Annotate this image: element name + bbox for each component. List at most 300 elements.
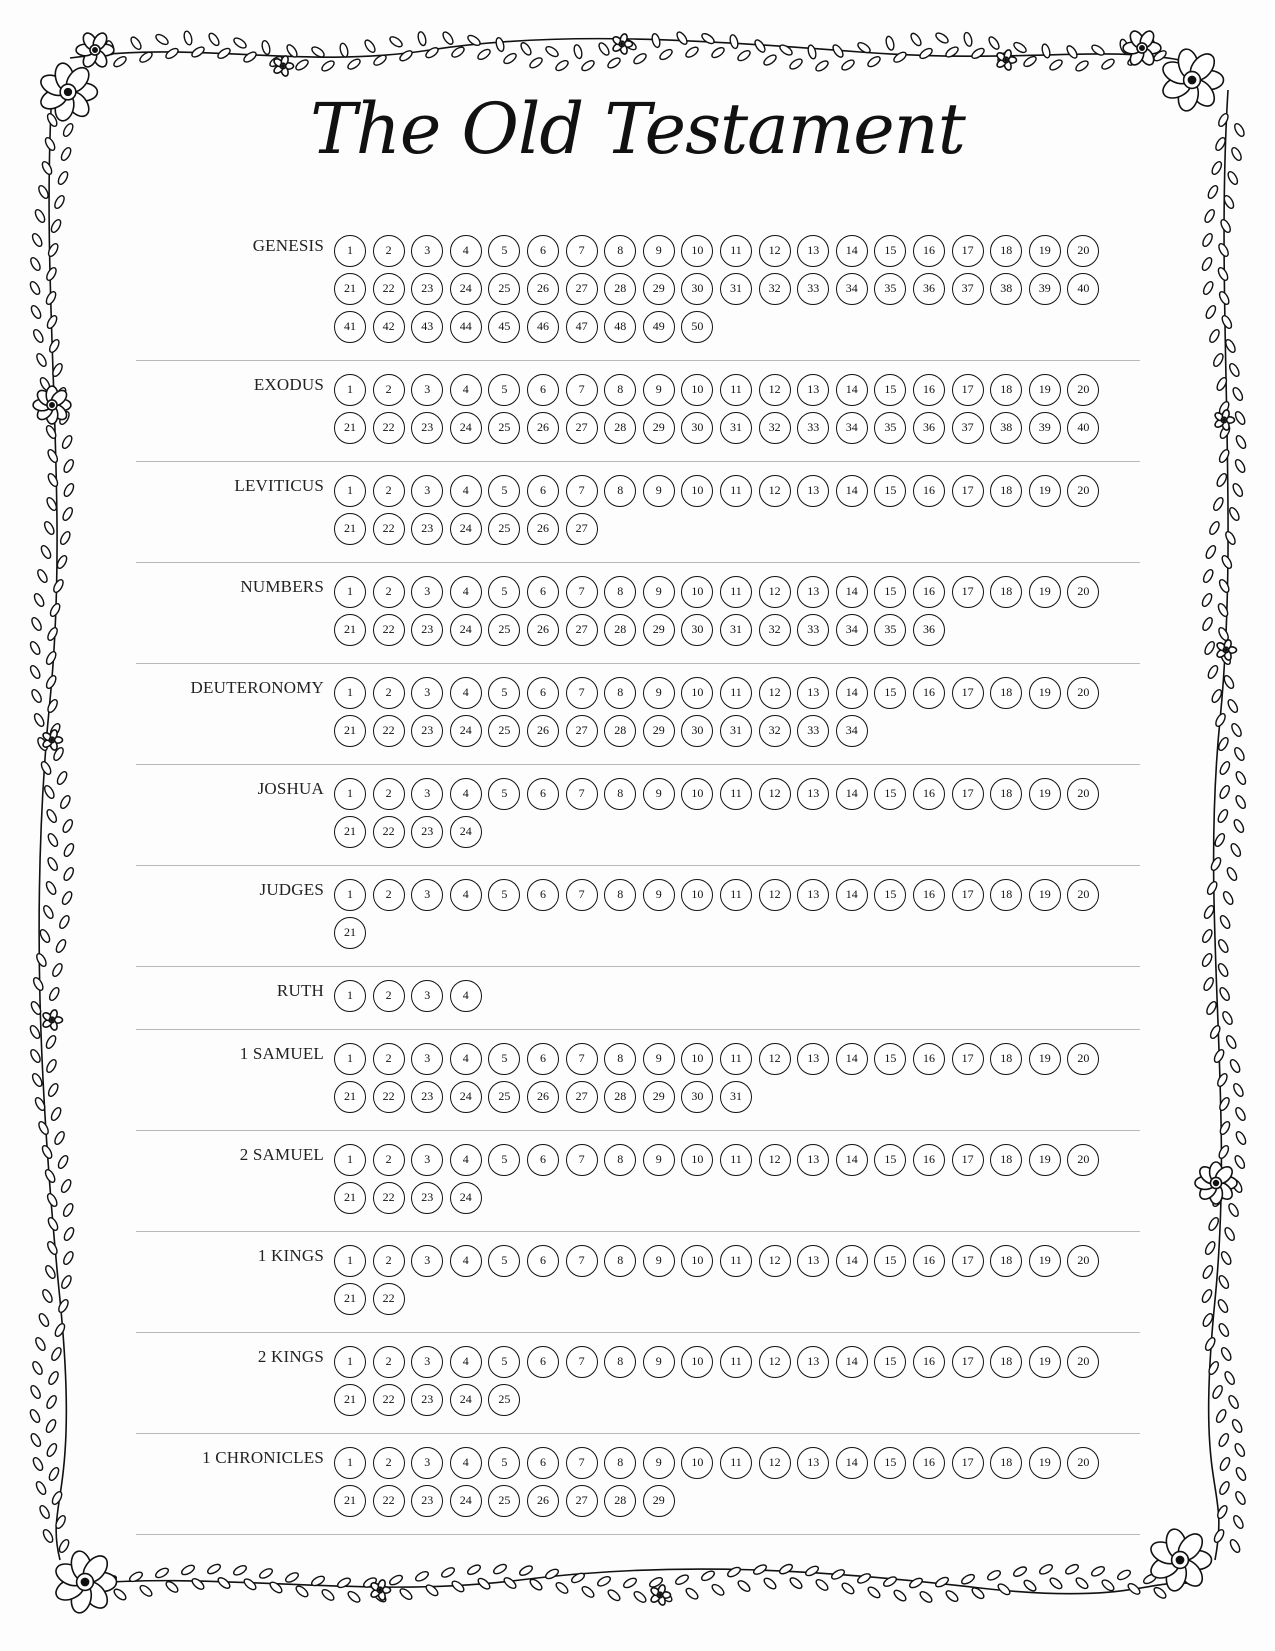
chapter-checkbox[interactable]: 22 [373, 1485, 405, 1517]
chapter-checkbox[interactable]: 15 [874, 576, 906, 608]
chapter-checkbox[interactable]: 3 [411, 576, 443, 608]
chapter-checkbox[interactable]: 38 [990, 412, 1022, 444]
chapter-checkbox[interactable]: 34 [836, 715, 868, 747]
chapter-checkbox[interactable]: 19 [1029, 778, 1061, 810]
chapter-checkbox[interactable]: 6 [527, 1447, 559, 1479]
chapter-checkbox[interactable]: 20 [1067, 1245, 1099, 1277]
chapter-checkbox[interactable]: 23 [411, 816, 443, 848]
chapter-checkbox[interactable]: 12 [759, 1245, 791, 1277]
chapter-checkbox[interactable]: 3 [411, 1043, 443, 1075]
chapter-checkbox[interactable]: 29 [643, 1081, 675, 1113]
chapter-checkbox[interactable]: 29 [643, 614, 675, 646]
chapter-checkbox[interactable]: 29 [643, 273, 675, 305]
chapter-checkbox[interactable]: 7 [566, 879, 598, 911]
chapter-checkbox[interactable]: 18 [990, 1346, 1022, 1378]
chapter-checkbox[interactable]: 31 [720, 715, 752, 747]
chapter-checkbox[interactable]: 22 [373, 1182, 405, 1214]
chapter-checkbox[interactable]: 14 [836, 1144, 868, 1176]
chapter-checkbox[interactable]: 24 [450, 412, 482, 444]
chapter-checkbox[interactable]: 8 [604, 235, 636, 267]
chapter-checkbox[interactable]: 8 [604, 879, 636, 911]
chapter-checkbox[interactable]: 2 [373, 1346, 405, 1378]
chapter-checkbox[interactable]: 21 [334, 1182, 366, 1214]
chapter-checkbox[interactable]: 17 [952, 475, 984, 507]
chapter-checkbox[interactable]: 6 [527, 879, 559, 911]
chapter-checkbox[interactable]: 28 [604, 273, 636, 305]
chapter-checkbox[interactable]: 26 [527, 513, 559, 545]
chapter-checkbox[interactable]: 24 [450, 513, 482, 545]
chapter-checkbox[interactable]: 1 [334, 879, 366, 911]
chapter-checkbox[interactable]: 12 [759, 677, 791, 709]
chapter-checkbox[interactable]: 19 [1029, 1346, 1061, 1378]
chapter-checkbox[interactable]: 15 [874, 1447, 906, 1479]
chapter-checkbox[interactable]: 9 [643, 677, 675, 709]
chapter-checkbox[interactable]: 1 [334, 1346, 366, 1378]
chapter-checkbox[interactable]: 12 [759, 1144, 791, 1176]
chapter-checkbox[interactable]: 24 [450, 1081, 482, 1113]
chapter-checkbox[interactable]: 8 [604, 1245, 636, 1277]
chapter-checkbox[interactable]: 37 [952, 273, 984, 305]
chapter-checkbox[interactable]: 40 [1067, 412, 1099, 444]
chapter-checkbox[interactable]: 8 [604, 374, 636, 406]
chapter-checkbox[interactable]: 11 [720, 576, 752, 608]
chapter-checkbox[interactable]: 20 [1067, 879, 1099, 911]
chapter-checkbox[interactable]: 20 [1067, 677, 1099, 709]
chapter-checkbox[interactable]: 29 [643, 412, 675, 444]
chapter-checkbox[interactable]: 35 [874, 614, 906, 646]
chapter-checkbox[interactable]: 4 [450, 475, 482, 507]
chapter-checkbox[interactable]: 49 [643, 311, 675, 343]
chapter-checkbox[interactable]: 21 [334, 816, 366, 848]
chapter-checkbox[interactable]: 22 [373, 412, 405, 444]
chapter-checkbox[interactable]: 18 [990, 475, 1022, 507]
chapter-checkbox[interactable]: 42 [373, 311, 405, 343]
chapter-checkbox[interactable]: 13 [797, 1144, 829, 1176]
chapter-checkbox[interactable]: 2 [373, 1245, 405, 1277]
chapter-checkbox[interactable]: 32 [759, 614, 791, 646]
chapter-checkbox[interactable]: 3 [411, 475, 443, 507]
chapter-checkbox[interactable]: 23 [411, 1485, 443, 1517]
chapter-checkbox[interactable]: 26 [527, 1081, 559, 1113]
chapter-checkbox[interactable]: 10 [681, 475, 713, 507]
chapter-checkbox[interactable]: 13 [797, 475, 829, 507]
chapter-checkbox[interactable]: 16 [913, 1043, 945, 1075]
chapter-checkbox[interactable]: 23 [411, 1384, 443, 1416]
chapter-checkbox[interactable]: 2 [373, 1144, 405, 1176]
chapter-checkbox[interactable]: 24 [450, 715, 482, 747]
chapter-checkbox[interactable]: 16 [913, 677, 945, 709]
chapter-checkbox[interactable]: 18 [990, 1144, 1022, 1176]
chapter-checkbox[interactable]: 24 [450, 614, 482, 646]
chapter-checkbox[interactable]: 14 [836, 475, 868, 507]
chapter-checkbox[interactable]: 5 [488, 677, 520, 709]
chapter-checkbox[interactable]: 9 [643, 475, 675, 507]
chapter-checkbox[interactable]: 2 [373, 1447, 405, 1479]
chapter-checkbox[interactable]: 24 [450, 1384, 482, 1416]
chapter-checkbox[interactable]: 3 [411, 879, 443, 911]
chapter-checkbox[interactable]: 21 [334, 614, 366, 646]
chapter-checkbox[interactable]: 20 [1067, 778, 1099, 810]
chapter-checkbox[interactable]: 21 [334, 1283, 366, 1315]
chapter-checkbox[interactable]: 1 [334, 1447, 366, 1479]
chapter-checkbox[interactable]: 9 [643, 879, 675, 911]
chapter-checkbox[interactable]: 9 [643, 1245, 675, 1277]
chapter-checkbox[interactable]: 44 [450, 311, 482, 343]
chapter-checkbox[interactable]: 22 [373, 273, 405, 305]
chapter-checkbox[interactable]: 2 [373, 980, 405, 1012]
chapter-checkbox[interactable]: 13 [797, 1447, 829, 1479]
chapter-checkbox[interactable]: 22 [373, 1283, 405, 1315]
chapter-checkbox[interactable]: 9 [643, 1447, 675, 1479]
chapter-checkbox[interactable]: 11 [720, 235, 752, 267]
chapter-checkbox[interactable]: 22 [373, 715, 405, 747]
chapter-checkbox[interactable]: 3 [411, 677, 443, 709]
chapter-checkbox[interactable]: 3 [411, 374, 443, 406]
chapter-checkbox[interactable]: 40 [1067, 273, 1099, 305]
chapter-checkbox[interactable]: 23 [411, 273, 443, 305]
chapter-checkbox[interactable]: 41 [334, 311, 366, 343]
chapter-checkbox[interactable]: 5 [488, 1245, 520, 1277]
chapter-checkbox[interactable]: 4 [450, 1245, 482, 1277]
chapter-checkbox[interactable]: 6 [527, 778, 559, 810]
chapter-checkbox[interactable]: 17 [952, 778, 984, 810]
chapter-checkbox[interactable]: 17 [952, 1144, 984, 1176]
chapter-checkbox[interactable]: 17 [952, 1043, 984, 1075]
chapter-checkbox[interactable]: 20 [1067, 1447, 1099, 1479]
chapter-checkbox[interactable]: 25 [488, 715, 520, 747]
chapter-checkbox[interactable]: 10 [681, 1043, 713, 1075]
chapter-checkbox[interactable]: 11 [720, 374, 752, 406]
chapter-checkbox[interactable]: 5 [488, 576, 520, 608]
chapter-checkbox[interactable]: 31 [720, 273, 752, 305]
chapter-checkbox[interactable]: 2 [373, 1043, 405, 1075]
chapter-checkbox[interactable]: 5 [488, 475, 520, 507]
chapter-checkbox[interactable]: 28 [604, 412, 636, 444]
chapter-checkbox[interactable]: 26 [527, 1485, 559, 1517]
chapter-checkbox[interactable]: 6 [527, 1043, 559, 1075]
chapter-checkbox[interactable]: 9 [643, 374, 675, 406]
chapter-checkbox[interactable]: 19 [1029, 879, 1061, 911]
chapter-checkbox[interactable]: 28 [604, 1485, 636, 1517]
chapter-checkbox[interactable]: 17 [952, 1447, 984, 1479]
chapter-checkbox[interactable]: 12 [759, 879, 791, 911]
chapter-checkbox[interactable]: 15 [874, 1043, 906, 1075]
chapter-checkbox[interactable]: 17 [952, 374, 984, 406]
chapter-checkbox[interactable]: 3 [411, 235, 443, 267]
chapter-checkbox[interactable]: 6 [527, 1245, 559, 1277]
chapter-checkbox[interactable]: 18 [990, 1043, 1022, 1075]
chapter-checkbox[interactable]: 35 [874, 273, 906, 305]
chapter-checkbox[interactable]: 22 [373, 1081, 405, 1113]
chapter-checkbox[interactable]: 25 [488, 1485, 520, 1517]
chapter-checkbox[interactable]: 33 [797, 715, 829, 747]
chapter-checkbox[interactable]: 14 [836, 235, 868, 267]
chapter-checkbox[interactable]: 8 [604, 778, 636, 810]
chapter-checkbox[interactable]: 14 [836, 1346, 868, 1378]
chapter-checkbox[interactable]: 15 [874, 1346, 906, 1378]
chapter-checkbox[interactable]: 29 [643, 715, 675, 747]
chapter-checkbox[interactable]: 15 [874, 1245, 906, 1277]
chapter-checkbox[interactable]: 1 [334, 235, 366, 267]
chapter-checkbox[interactable]: 20 [1067, 235, 1099, 267]
chapter-checkbox[interactable]: 27 [566, 273, 598, 305]
chapter-checkbox[interactable]: 24 [450, 273, 482, 305]
chapter-checkbox[interactable]: 21 [334, 917, 366, 949]
chapter-checkbox[interactable]: 13 [797, 879, 829, 911]
chapter-checkbox[interactable]: 19 [1029, 1144, 1061, 1176]
chapter-checkbox[interactable]: 33 [797, 273, 829, 305]
chapter-checkbox[interactable]: 12 [759, 374, 791, 406]
chapter-checkbox[interactable]: 10 [681, 1447, 713, 1479]
chapter-checkbox[interactable]: 4 [450, 1043, 482, 1075]
chapter-checkbox[interactable]: 31 [720, 614, 752, 646]
chapter-checkbox[interactable]: 1 [334, 1144, 366, 1176]
chapter-checkbox[interactable]: 13 [797, 1346, 829, 1378]
chapter-checkbox[interactable]: 46 [527, 311, 559, 343]
chapter-checkbox[interactable]: 25 [488, 513, 520, 545]
chapter-checkbox[interactable]: 15 [874, 677, 906, 709]
chapter-checkbox[interactable]: 5 [488, 1144, 520, 1176]
chapter-checkbox[interactable]: 19 [1029, 576, 1061, 608]
chapter-checkbox[interactable]: 23 [411, 513, 443, 545]
chapter-checkbox[interactable]: 25 [488, 614, 520, 646]
chapter-checkbox[interactable]: 20 [1067, 576, 1099, 608]
chapter-checkbox[interactable]: 37 [952, 412, 984, 444]
chapter-checkbox[interactable]: 30 [681, 715, 713, 747]
chapter-checkbox[interactable]: 12 [759, 1043, 791, 1075]
chapter-checkbox[interactable]: 6 [527, 235, 559, 267]
chapter-checkbox[interactable]: 9 [643, 778, 675, 810]
chapter-checkbox[interactable]: 15 [874, 475, 906, 507]
chapter-checkbox[interactable]: 18 [990, 778, 1022, 810]
chapter-checkbox[interactable]: 22 [373, 614, 405, 646]
chapter-checkbox[interactable]: 10 [681, 1144, 713, 1176]
chapter-checkbox[interactable]: 7 [566, 778, 598, 810]
chapter-checkbox[interactable]: 19 [1029, 1447, 1061, 1479]
chapter-checkbox[interactable]: 7 [566, 1447, 598, 1479]
chapter-checkbox[interactable]: 16 [913, 1144, 945, 1176]
chapter-checkbox[interactable]: 15 [874, 879, 906, 911]
chapter-checkbox[interactable]: 16 [913, 1447, 945, 1479]
chapter-checkbox[interactable]: 11 [720, 1043, 752, 1075]
chapter-checkbox[interactable]: 14 [836, 1043, 868, 1075]
chapter-checkbox[interactable]: 17 [952, 576, 984, 608]
chapter-checkbox[interactable]: 10 [681, 677, 713, 709]
chapter-checkbox[interactable]: 28 [604, 1081, 636, 1113]
chapter-checkbox[interactable]: 11 [720, 1447, 752, 1479]
chapter-checkbox[interactable]: 6 [527, 1346, 559, 1378]
chapter-checkbox[interactable]: 8 [604, 475, 636, 507]
chapter-checkbox[interactable]: 13 [797, 374, 829, 406]
chapter-checkbox[interactable]: 11 [720, 1346, 752, 1378]
chapter-checkbox[interactable]: 6 [527, 374, 559, 406]
chapter-checkbox[interactable]: 29 [643, 1485, 675, 1517]
chapter-checkbox[interactable]: 17 [952, 677, 984, 709]
chapter-checkbox[interactable]: 38 [990, 273, 1022, 305]
chapter-checkbox[interactable]: 21 [334, 513, 366, 545]
chapter-checkbox[interactable]: 4 [450, 1346, 482, 1378]
chapter-checkbox[interactable]: 1 [334, 677, 366, 709]
chapter-checkbox[interactable]: 27 [566, 614, 598, 646]
chapter-checkbox[interactable]: 10 [681, 879, 713, 911]
chapter-checkbox[interactable]: 15 [874, 235, 906, 267]
chapter-checkbox[interactable]: 30 [681, 614, 713, 646]
chapter-checkbox[interactable]: 2 [373, 374, 405, 406]
chapter-checkbox[interactable]: 6 [527, 576, 559, 608]
chapter-checkbox[interactable]: 10 [681, 576, 713, 608]
chapter-checkbox[interactable]: 6 [527, 677, 559, 709]
chapter-checkbox[interactable]: 18 [990, 879, 1022, 911]
chapter-checkbox[interactable]: 39 [1029, 273, 1061, 305]
chapter-checkbox[interactable]: 26 [527, 715, 559, 747]
chapter-checkbox[interactable]: 10 [681, 1245, 713, 1277]
chapter-checkbox[interactable]: 1 [334, 980, 366, 1012]
chapter-checkbox[interactable]: 34 [836, 412, 868, 444]
chapter-checkbox[interactable]: 1 [334, 1245, 366, 1277]
chapter-checkbox[interactable]: 34 [836, 614, 868, 646]
chapter-checkbox[interactable]: 16 [913, 879, 945, 911]
chapter-checkbox[interactable]: 12 [759, 235, 791, 267]
chapter-checkbox[interactable]: 4 [450, 576, 482, 608]
chapter-checkbox[interactable]: 23 [411, 1182, 443, 1214]
chapter-checkbox[interactable]: 23 [411, 614, 443, 646]
chapter-checkbox[interactable]: 10 [681, 1346, 713, 1378]
chapter-checkbox[interactable]: 18 [990, 677, 1022, 709]
chapter-checkbox[interactable]: 11 [720, 1245, 752, 1277]
chapter-checkbox[interactable]: 25 [488, 273, 520, 305]
chapter-checkbox[interactable]: 21 [334, 715, 366, 747]
chapter-checkbox[interactable]: 45 [488, 311, 520, 343]
chapter-checkbox[interactable]: 9 [643, 1346, 675, 1378]
chapter-checkbox[interactable]: 5 [488, 1447, 520, 1479]
chapter-checkbox[interactable]: 9 [643, 576, 675, 608]
chapter-checkbox[interactable]: 7 [566, 475, 598, 507]
chapter-checkbox[interactable]: 7 [566, 374, 598, 406]
chapter-checkbox[interactable]: 18 [990, 1447, 1022, 1479]
chapter-checkbox[interactable]: 4 [450, 879, 482, 911]
chapter-checkbox[interactable]: 24 [450, 816, 482, 848]
chapter-checkbox[interactable]: 32 [759, 412, 791, 444]
chapter-checkbox[interactable]: 20 [1067, 374, 1099, 406]
chapter-checkbox[interactable]: 16 [913, 576, 945, 608]
chapter-checkbox[interactable]: 13 [797, 778, 829, 810]
chapter-checkbox[interactable]: 25 [488, 1081, 520, 1113]
chapter-checkbox[interactable]: 11 [720, 778, 752, 810]
chapter-checkbox[interactable]: 11 [720, 677, 752, 709]
chapter-checkbox[interactable]: 1 [334, 374, 366, 406]
chapter-checkbox[interactable]: 4 [450, 1144, 482, 1176]
chapter-checkbox[interactable]: 27 [566, 1081, 598, 1113]
chapter-checkbox[interactable]: 4 [450, 980, 482, 1012]
chapter-checkbox[interactable]: 19 [1029, 374, 1061, 406]
chapter-checkbox[interactable]: 26 [527, 614, 559, 646]
chapter-checkbox[interactable]: 1 [334, 778, 366, 810]
chapter-checkbox[interactable]: 24 [450, 1182, 482, 1214]
chapter-checkbox[interactable]: 18 [990, 235, 1022, 267]
chapter-checkbox[interactable]: 5 [488, 778, 520, 810]
chapter-checkbox[interactable]: 15 [874, 778, 906, 810]
chapter-checkbox[interactable]: 26 [527, 412, 559, 444]
chapter-checkbox[interactable]: 5 [488, 1043, 520, 1075]
chapter-checkbox[interactable]: 2 [373, 235, 405, 267]
chapter-checkbox[interactable]: 36 [913, 614, 945, 646]
chapter-checkbox[interactable]: 4 [450, 677, 482, 709]
chapter-checkbox[interactable]: 26 [527, 273, 559, 305]
chapter-checkbox[interactable]: 8 [604, 677, 636, 709]
chapter-checkbox[interactable]: 19 [1029, 475, 1061, 507]
chapter-checkbox[interactable]: 16 [913, 235, 945, 267]
chapter-checkbox[interactable]: 30 [681, 412, 713, 444]
chapter-checkbox[interactable]: 16 [913, 475, 945, 507]
chapter-checkbox[interactable]: 2 [373, 475, 405, 507]
chapter-checkbox[interactable]: 21 [334, 1081, 366, 1113]
chapter-checkbox[interactable]: 24 [450, 1485, 482, 1517]
chapter-checkbox[interactable]: 1 [334, 576, 366, 608]
chapter-checkbox[interactable]: 23 [411, 1081, 443, 1113]
chapter-checkbox[interactable]: 6 [527, 475, 559, 507]
chapter-checkbox[interactable]: 11 [720, 879, 752, 911]
chapter-checkbox[interactable]: 21 [334, 412, 366, 444]
chapter-checkbox[interactable]: 17 [952, 879, 984, 911]
chapter-checkbox[interactable]: 19 [1029, 235, 1061, 267]
chapter-checkbox[interactable]: 3 [411, 1447, 443, 1479]
chapter-checkbox[interactable]: 14 [836, 374, 868, 406]
chapter-checkbox[interactable]: 2 [373, 576, 405, 608]
chapter-checkbox[interactable]: 13 [797, 1043, 829, 1075]
chapter-checkbox[interactable]: 9 [643, 1043, 675, 1075]
chapter-checkbox[interactable]: 7 [566, 576, 598, 608]
chapter-checkbox[interactable]: 1 [334, 1043, 366, 1075]
chapter-checkbox[interactable]: 3 [411, 1144, 443, 1176]
chapter-checkbox[interactable]: 32 [759, 273, 791, 305]
chapter-checkbox[interactable]: 4 [450, 235, 482, 267]
chapter-checkbox[interactable]: 2 [373, 677, 405, 709]
chapter-checkbox[interactable]: 7 [566, 1144, 598, 1176]
chapter-checkbox[interactable]: 21 [334, 273, 366, 305]
chapter-checkbox[interactable]: 17 [952, 235, 984, 267]
chapter-checkbox[interactable]: 23 [411, 412, 443, 444]
chapter-checkbox[interactable]: 35 [874, 412, 906, 444]
chapter-checkbox[interactable]: 20 [1067, 475, 1099, 507]
chapter-checkbox[interactable]: 10 [681, 778, 713, 810]
chapter-checkbox[interactable]: 5 [488, 1346, 520, 1378]
chapter-checkbox[interactable]: 8 [604, 576, 636, 608]
chapter-checkbox[interactable]: 4 [450, 1447, 482, 1479]
chapter-checkbox[interactable]: 16 [913, 374, 945, 406]
chapter-checkbox[interactable]: 15 [874, 1144, 906, 1176]
chapter-checkbox[interactable]: 17 [952, 1245, 984, 1277]
chapter-checkbox[interactable]: 34 [836, 273, 868, 305]
chapter-checkbox[interactable]: 14 [836, 576, 868, 608]
chapter-checkbox[interactable]: 31 [720, 1081, 752, 1113]
chapter-checkbox[interactable]: 10 [681, 374, 713, 406]
chapter-checkbox[interactable]: 4 [450, 778, 482, 810]
chapter-checkbox[interactable]: 6 [527, 1144, 559, 1176]
chapter-checkbox[interactable]: 9 [643, 1144, 675, 1176]
chapter-checkbox[interactable]: 14 [836, 1245, 868, 1277]
chapter-checkbox[interactable]: 11 [720, 1144, 752, 1176]
chapter-checkbox[interactable]: 12 [759, 1346, 791, 1378]
chapter-checkbox[interactable]: 12 [759, 576, 791, 608]
chapter-checkbox[interactable]: 3 [411, 980, 443, 1012]
chapter-checkbox[interactable]: 28 [604, 715, 636, 747]
chapter-checkbox[interactable]: 18 [990, 576, 1022, 608]
chapter-checkbox[interactable]: 33 [797, 614, 829, 646]
chapter-checkbox[interactable]: 8 [604, 1447, 636, 1479]
chapter-checkbox[interactable]: 12 [759, 475, 791, 507]
chapter-checkbox[interactable]: 8 [604, 1144, 636, 1176]
chapter-checkbox[interactable]: 23 [411, 715, 443, 747]
